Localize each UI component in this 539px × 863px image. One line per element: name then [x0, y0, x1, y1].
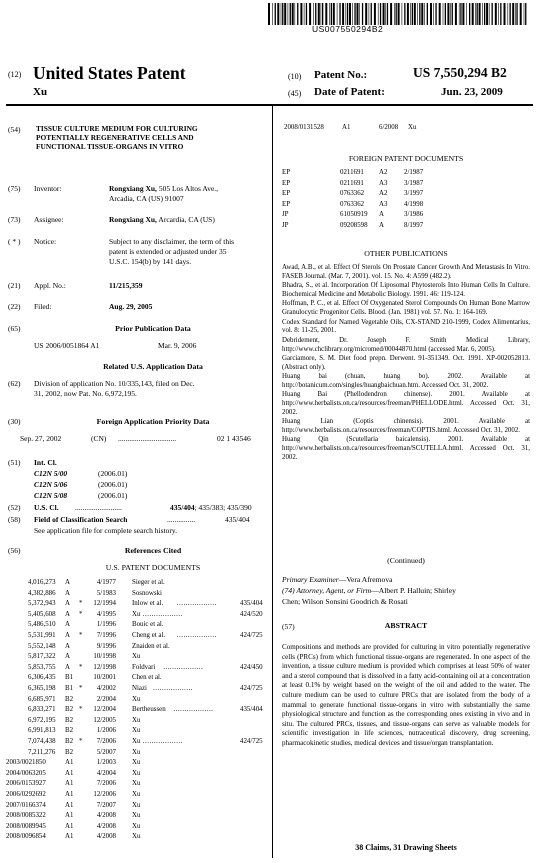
assignee-address: Arcardia, CA (US) — [158, 215, 215, 224]
us-patent-kind: A — [65, 589, 70, 597]
int-cl-class: C12N 5/08 — [34, 491, 68, 500]
us-patent-class: 424/725 — [240, 632, 263, 639]
us-patent-kind: B2 — [65, 706, 74, 714]
us-patent-star: * — [79, 663, 83, 671]
inventor-address-1: 505 Los Altos Ave., — [158, 184, 219, 193]
us-patent-date: 12/2005 — [93, 716, 116, 724]
us-patent-name: Xu — [132, 833, 141, 841]
us-patent-row — [6, 611, 270, 620]
us-patent-number: 2003/0021850 — [6, 759, 46, 767]
foreign-patent-kind: A — [379, 211, 384, 218]
int-cl-class: C12N 5/06 — [34, 480, 68, 489]
foreign-patent-kind: A2 — [379, 190, 388, 197]
us-patent-date: 4/1977 — [96, 579, 116, 586]
us-patent-date: 12/2004 — [93, 706, 116, 714]
us-patent-class: 435/404 — [240, 600, 263, 608]
publication-entry: Huang Bai (Phellodendron chinense). 2001. Available at http://www.herbalists.on.ca/resources/freeman/PHELLODE.html. Accessed Oct. 31, 2002. — [282, 391, 530, 416]
us-patent-number: 2006/0292692 — [6, 791, 46, 798]
us-cl-code: (52) — [8, 503, 21, 512]
examiner-name: —Vera Afremova — [338, 575, 393, 584]
prior-publication-heading: Prior Publication Data — [115, 324, 191, 333]
us-patent-date: 5/1983 — [96, 589, 116, 597]
foreign-priority-dots: ............................... — [118, 434, 177, 443]
notice-line-3: U.S.C. 154(b) by 141 days. — [109, 257, 192, 266]
us-patent-kind: A — [65, 653, 70, 661]
us-patent-row — [6, 717, 270, 726]
us-patent-date: 7/2006 — [96, 780, 116, 788]
us-patent-kind: A — [65, 600, 70, 608]
publication-entry: Awad, A.B., et al. Effect Of Sterols On Prostate Cancer Growth And Metastasis In Vitro. FASEB Journal. (Mar. 7, 2001). vol. 15. No. 4: A599 (482.2). — [282, 264, 530, 280]
foreign-patent-number: 0211691 — [340, 169, 364, 176]
foreign-priority-country: (CN) — [91, 434, 107, 443]
foreign-patent-number: 61050919 — [340, 211, 368, 218]
foreign-patent-country: JP — [282, 211, 289, 218]
us-patent-name: Xu — [132, 695, 141, 703]
us-patent-name: Xu — [132, 748, 141, 756]
us-patent-row — [6, 643, 270, 652]
cont-date: 6/2008 — [379, 124, 399, 131]
us-patent-kind: B2 — [65, 748, 74, 756]
us-patent-kind: A — [65, 579, 70, 586]
us-patent-row — [6, 653, 270, 662]
title-code: (54) — [8, 125, 21, 134]
appl-label: Appl. No.: — [34, 281, 66, 290]
us-patent-row — [6, 579, 270, 588]
us-patent-number: 5,531,991 — [28, 632, 56, 639]
us-patent-name: Xu — [132, 769, 141, 777]
us-patent-number: 2007/0166374 — [6, 801, 46, 809]
foreign-priority-date: Sep. 27, 2002 — [20, 434, 62, 443]
publication-entry: Bhadra, S., et al. Incorporation Of Liposomal Phytosterols Into Human Cells In Culture. Biochemical Medicine and Metabolic Biology. 1991. 46: 119-124. — [282, 282, 530, 298]
us-patent-date: 1/2006 — [96, 727, 116, 735]
publication-entry: Garciamore, S. M. Diet food prepn. Derwent. 91-351349. Oct. 1991. XP-002052813. (Abstract only). — [282, 354, 530, 371]
foreign-patent-date: 3/1986 — [404, 211, 424, 218]
filed-code: (22) — [8, 302, 21, 311]
publication-entry: Huang Lian (Coptis chinensis). 2001. Available at http://www.herbalists.on.ca/resources/freeman/COPTIS.html. Accessed Oct. 31, 2002. — [282, 418, 530, 435]
related-line-1: Division of application No. 10/335,143, filed on Dec. — [34, 379, 195, 388]
us-patent-star: * — [79, 610, 83, 618]
us-patent-date: 1/2003 — [96, 759, 116, 767]
foreign-patent-row — [282, 222, 532, 231]
publication-entry: Debridement, Dr. Joseph F. Smith Medical Library, http://www.chclibrary.org/micromed/00044870.html (accessed Mar. 6, 2005). — [282, 336, 530, 353]
us-patent-date: 7/2006 — [96, 738, 116, 745]
us-patent-name: Znaiden et al. — [132, 642, 170, 650]
us-patent-kind: A1 — [65, 769, 74, 777]
int-cl-version: (2006.01) — [98, 469, 128, 478]
publication-entry: Hoffman, P. C., et al. Effect Of Oxygenated Sterol Compounds On Human Bone Marrow Granulocytic Progenitor Cells. Blood. (Jan. 1981) vol. 57. No. 1: 164-169. — [282, 300, 530, 317]
int-cl-code: (51) — [8, 458, 21, 467]
inventor-value — [109, 184, 218, 193]
us-patent-number: 5,372,943 — [28, 600, 56, 608]
cont-kind: A1 — [342, 124, 351, 131]
us-patent-name: Xu — [132, 653, 141, 661]
us-patent-row — [6, 621, 270, 630]
us-patent-row — [6, 780, 270, 789]
us-patent-number: 5,817,322 — [28, 653, 56, 661]
us-patent-kind: A1 — [65, 822, 74, 830]
inventor-label: Inventor: — [34, 184, 62, 193]
us-patent-number: 6,991,813 — [28, 727, 56, 735]
us-patent-name: Cheng et al. — [132, 632, 166, 639]
publication-entry: Codex Standard for Named Vegetable Oils, CX-STAND 210-1999, Codex Alimentarius, vol. 8: 11-25, 2001. — [282, 318, 530, 335]
us-patent-date: 1/1996 — [96, 621, 116, 629]
patent-no-label: Patent No.: — [314, 69, 368, 81]
us-patent-class: 435/404 — [240, 706, 263, 714]
us-patent-row — [6, 590, 270, 599]
us-patent-date: 10/1998 — [93, 653, 116, 661]
us-patent-kind: A1 — [65, 801, 74, 809]
barcode — [268, 3, 528, 25]
us-patent-date: 4/2008 — [96, 812, 116, 820]
us-patent-star: * — [79, 685, 83, 692]
patent-number: US 7,550,294 B2 — [413, 65, 507, 80]
us-patent-number: 6,972,195 — [28, 716, 56, 724]
us-patent-row — [6, 632, 270, 641]
us-patent-name: Xu — [132, 801, 141, 809]
prior-publication-number: US 2006/0051864 A1 — [34, 341, 100, 350]
us-patent-name: Xu — [132, 812, 141, 820]
foreign-patent-row — [282, 211, 532, 220]
us-patent-name: Xu — [132, 759, 141, 767]
field-value: 435/404 — [225, 515, 250, 524]
us-patent-number: 2004/0063205 — [6, 769, 46, 777]
document-number: US007550294B2 — [312, 24, 384, 34]
prior-code: (65) — [8, 324, 21, 333]
us-patent-documents-heading: U.S. PATENT DOCUMENTS — [105, 563, 201, 572]
us-patent-kind: A — [65, 610, 70, 618]
us-patent-number: 2008/0089945 — [6, 822, 46, 830]
us-patent-name: Bertheussen — [132, 706, 166, 714]
field-dots: ............... — [167, 515, 196, 524]
appl-code: (21) — [8, 281, 21, 290]
us-patent-kind: B2 — [65, 738, 74, 745]
us-patent-star: * — [79, 632, 83, 639]
foreign-patent-row — [282, 190, 532, 199]
us-patent-row — [6, 749, 270, 758]
filed-label: Filed: — [34, 302, 52, 311]
us-patent-class: 424/725 — [240, 738, 263, 745]
us-patent-dots: .................. — [163, 663, 204, 671]
attorney-names-1: —Albert P. Halluin; Shirley — [371, 586, 456, 595]
us-patent-kind: A1 — [65, 791, 74, 798]
field-label: Field of Classification Search — [34, 515, 128, 524]
us-patent-row — [6, 738, 270, 747]
foreign-patent-date: 3/1997 — [404, 190, 424, 197]
int-cl-version: (2006.01) — [98, 480, 128, 489]
us-patent-star: * — [79, 706, 83, 714]
us-patent-number: 5,552,148 — [28, 642, 56, 650]
us-patent-row — [6, 812, 270, 821]
us-patent-number: 4,016,273 — [28, 579, 56, 586]
foreign-patent-number: 0211691 — [340, 179, 364, 187]
foreign-patent-date: 8/1997 — [404, 221, 424, 229]
country-title: United States Patent — [33, 63, 186, 83]
attorney-line-1 — [282, 586, 456, 595]
us-patent-date: 4/2008 — [96, 822, 116, 830]
us-patent-date: 2/2004 — [96, 695, 116, 703]
us-patent-kind: A — [65, 621, 70, 629]
foreign-patent-number: 09208598 — [340, 221, 368, 229]
attorney-line-2: Chen; Wilson Sonsini Goodrich & Rosati — [282, 597, 408, 606]
us-patent-kind: A1 — [65, 759, 74, 767]
attorney-label: (74) Attorney, Agent, or Firm — [282, 586, 372, 595]
abstract-heading: ABSTRACT — [384, 621, 428, 630]
inventor-address-2: Arcadia, CA (US) 91007 — [109, 194, 184, 203]
us-patent-kind: B2 — [65, 716, 74, 724]
other-publications-heading: OTHER PUBLICATIONS — [364, 249, 448, 258]
us-patent-name: Xu — [132, 727, 141, 735]
appl-number: 11/215,359 — [109, 281, 143, 290]
us-patent-kind: B1 — [65, 674, 74, 682]
us-patent-name: Xu — [132, 610, 141, 618]
us-patent-dots: .................. — [176, 600, 217, 608]
notice-label: Notice: — [34, 237, 57, 246]
us-patent-name: Sieger et al. — [132, 579, 165, 586]
us-patent-number: 6,833,271 — [28, 706, 56, 714]
us-patent-date: 4/1995 — [96, 610, 116, 618]
examiner-label: Primary Examiner — [282, 575, 339, 584]
abstract-code: (57) — [282, 622, 295, 631]
us-patent-kind: B2 — [65, 727, 74, 735]
us-patent-kind: A1 — [65, 812, 74, 820]
invention-title: TISSUE CULTURE MEDIUM FOR CULTURING POTENTIALLY REGENERATIVE CELLS AND FUNCTIONAL TISSUE-ORGANS IN VITRO — [36, 124, 198, 151]
us-patent-date: 7/2007 — [96, 801, 116, 809]
assignee-code: (73) — [8, 215, 21, 224]
us-patent-row — [6, 664, 270, 673]
foreign-patent-row — [282, 201, 532, 210]
us-patent-dots: .................. — [142, 738, 183, 745]
cont-name: Xu — [408, 124, 417, 131]
other-publications-list — [282, 264, 530, 463]
us-patent-number: 7,211,276 — [28, 748, 56, 756]
foreign-documents-heading: FOREIGN PATENT DOCUMENTS — [348, 154, 464, 163]
us-patent-kind: A — [65, 642, 70, 650]
inventor-surname: Xu — [33, 86, 48, 98]
us-patent-name: Xu — [132, 822, 141, 830]
us-patent-row — [6, 696, 270, 705]
refs-code: (56) — [8, 546, 21, 555]
us-patent-date: 4/2008 — [96, 833, 116, 841]
us-patent-kind: A1 — [65, 780, 74, 788]
us-patent-row — [6, 727, 270, 736]
us-cl-label: U.S. Cl. — [34, 503, 59, 512]
us-patent-name: Xu — [132, 791, 141, 798]
us-patent-row — [6, 770, 270, 779]
foreign-patent-row — [282, 169, 532, 178]
us-patent-number: 2006/0153927 — [6, 780, 46, 788]
inventor-name: Rongxiang Xu, — [109, 184, 157, 193]
foreign-patent-kind: A2 — [379, 169, 388, 176]
abstract-text: Compositions and methods are provided for culturing in vitro potentially regenerative cells (PRCs) from which functional tissue-organs are regenerated. In one aspect of the invention, a tissue culture medium is provided which comprises at least 50% of water and a sterol compound that is dissolved in a fatty acid-containing oil at a concentration at least 0.1% by weight based on the weight of the oil and added to the water. The culture medium can be used to culture PRCs that are isolated from the body of a mammal to generate functional tissue-organs in vitro with substantially the same physiological structure and function as the corresponding ones existing in vivo and in situ. The cultured PRCs, tissues, and tissue-organs can serve as valuable models for scientific investigation in life sciences, nutraceutical discovery, drug screening, pharmacokinetic studies, medical devices and tissue/organ transplantation. — [282, 643, 530, 747]
us-patent-row — [6, 802, 270, 811]
foreign-patent-kind: A — [379, 221, 384, 229]
us-patent-number: 2008/0096854 — [6, 833, 46, 841]
us-patent-name: Xu — [132, 738, 141, 745]
us-patent-number: 6,365,198 — [28, 685, 56, 692]
us-patent-row — [6, 759, 270, 768]
date-label: Date of Patent: — [314, 86, 385, 98]
related-line-2: 31, 2002, now Pat. No. 6,972,195. — [34, 389, 137, 398]
us-patent-date: 12/1994 — [93, 600, 116, 608]
related-code: (62) — [8, 379, 21, 388]
foreign-patent-number: 0763362 — [340, 190, 365, 197]
us-cl-value — [170, 503, 252, 512]
related-heading: Related U.S. Application Data — [103, 362, 203, 371]
publication-entry: Huang Qin (Scutellaria baicalensis). 2001. Available at http://www.herbalists.on.ca/resources/freeman/SCUTELLA.html. Accessed Oct. 31, 2002. — [282, 436, 530, 462]
us-patent-date: 12/2006 — [93, 791, 116, 798]
inventor-code: (75) — [8, 184, 21, 193]
foreign-patent-country: EP — [282, 190, 291, 197]
us-patent-name: Niazi — [132, 685, 147, 692]
foreign-patent-number: 0763362 — [340, 200, 365, 208]
us-patent-number: 5,486,510 — [28, 621, 56, 629]
us-patent-row — [6, 600, 270, 609]
publication-entry: Huang bai (chuan, huang bo). 2002. Available at http://botanicum.com/singles/huangbaichuan.htm. Accessed Oct. 31, 2002. — [282, 373, 530, 389]
us-patent-kind: A — [65, 663, 70, 671]
us-patent-class: 424/725 — [240, 685, 263, 692]
us-patent-date: 5/2007 — [96, 748, 116, 756]
us-patent-row — [6, 823, 270, 832]
us-patent-kind: A1 — [65, 833, 74, 841]
assignee-name: Rongxiang Xu, — [109, 215, 157, 224]
patent-date: Jun. 23, 2009 — [441, 86, 503, 98]
field-note: See application file for complete search history. — [34, 526, 178, 535]
us-patent-kind: B2 — [65, 695, 74, 703]
us-patent-kind: A — [65, 632, 70, 639]
us-patent-row — [6, 706, 270, 715]
assignee-value — [109, 215, 215, 224]
us-patent-name: Foldvari — [132, 663, 156, 671]
notice-line-1: Subject to any disclaimer, the term of this — [109, 237, 235, 246]
notice-line-2: patent is extended or adjusted under 35 — [109, 247, 227, 256]
us-patent-kind: B1 — [65, 685, 74, 692]
cont-number: 2008/0131528 — [284, 124, 324, 131]
us-patent-name: Inlow et al. — [132, 600, 164, 608]
foreign-patent-kind: A3 — [379, 179, 388, 187]
foreign-patent-date: 4/1998 — [404, 200, 424, 208]
us-patent-date: 10/2001 — [93, 674, 116, 682]
assignee-label: Assignee: — [34, 215, 64, 224]
us-patent-number: 6,685,971 — [28, 695, 56, 703]
int-cl-label: Int. Cl. — [34, 458, 57, 467]
us-patent-name: Chen et al. — [132, 674, 162, 682]
foreign-patent-country: JP — [282, 221, 289, 229]
country-code: (12) — [8, 70, 22, 79]
us-patent-date: 7/1996 — [96, 632, 116, 639]
us-patent-name: Bouic et al. — [132, 621, 164, 629]
us-patent-name: Xu — [132, 780, 141, 788]
us-patent-date: 12/1998 — [93, 663, 116, 671]
us-patent-number: 5,405,608 — [28, 610, 56, 618]
claims-line: 38 Claims, 31 Drawing Sheets — [355, 843, 457, 852]
references-heading: References Cited — [124, 546, 182, 555]
column-divider — [272, 106, 273, 858]
us-patent-date: 9/1996 — [96, 642, 116, 650]
us-patent-row — [6, 833, 270, 842]
foreign-patent-date: 2/1987 — [404, 169, 424, 176]
us-patent-name: Xu — [132, 716, 141, 724]
us-patent-number: 6,306,435 — [28, 674, 56, 682]
prior-publication-date: Mar. 9, 2006 — [158, 341, 197, 350]
us-patent-dots: .................. — [176, 632, 217, 639]
continued-us-patent — [284, 124, 484, 133]
us-patent-number: 4,382,886 — [28, 589, 56, 597]
us-patent-date: 4/2004 — [96, 769, 116, 777]
us-patent-class: 424/520 — [240, 610, 263, 618]
us-patent-number: 2008/0085322 — [6, 812, 46, 820]
foreign-patent-row — [282, 180, 532, 189]
continued-label: (Continued) — [387, 556, 425, 565]
foreign-patent-date: 3/1987 — [404, 179, 424, 187]
us-patent-number: 7,074,438 — [28, 738, 56, 745]
us-patent-dots: .................. — [153, 685, 194, 692]
header-rule — [6, 104, 533, 106]
field-code: (58) — [8, 515, 21, 524]
filed-date: Aug. 29, 2005 — [109, 302, 153, 311]
foreign-priority-code: (30) — [8, 417, 21, 426]
us-patent-row — [6, 685, 270, 694]
us-patent-number: 5,853,755 — [28, 663, 56, 671]
us-cl-dots: ......................... — [75, 503, 122, 512]
us-patent-date: 4/2002 — [96, 685, 116, 692]
notice-code: ( * ) — [8, 237, 21, 246]
us-patent-class: 424/450 — [240, 663, 263, 671]
date-code: (45) — [288, 89, 302, 98]
foreign-patent-kind: A3 — [379, 200, 388, 208]
foreign-priority-number: 02 1 43546 — [217, 434, 251, 443]
us-patent-row — [6, 674, 270, 683]
foreign-patent-country: EP — [282, 179, 291, 187]
foreign-patent-country: EP — [282, 200, 291, 208]
examiner-line — [282, 575, 393, 584]
us-patent-dots: .................. — [142, 610, 183, 618]
us-cl-main: 435/404 — [170, 503, 195, 512]
int-cl-class: C12N 5/00 — [34, 469, 68, 478]
patent-no-code: (10) — [288, 72, 302, 81]
int-cl-version: (2006.01) — [98, 491, 128, 500]
foreign-priority-heading: Foreign Application Priority Data — [96, 417, 210, 426]
us-patent-name: Sosnowski — [132, 589, 162, 597]
foreign-patent-country: EP — [282, 169, 291, 176]
us-cl-rest: ; 435/383; 435/390 — [194, 503, 252, 512]
us-patent-star: * — [79, 738, 83, 745]
us-patent-star: * — [79, 600, 83, 608]
us-patent-dots: .................. — [173, 706, 214, 714]
us-patent-row — [6, 791, 270, 800]
